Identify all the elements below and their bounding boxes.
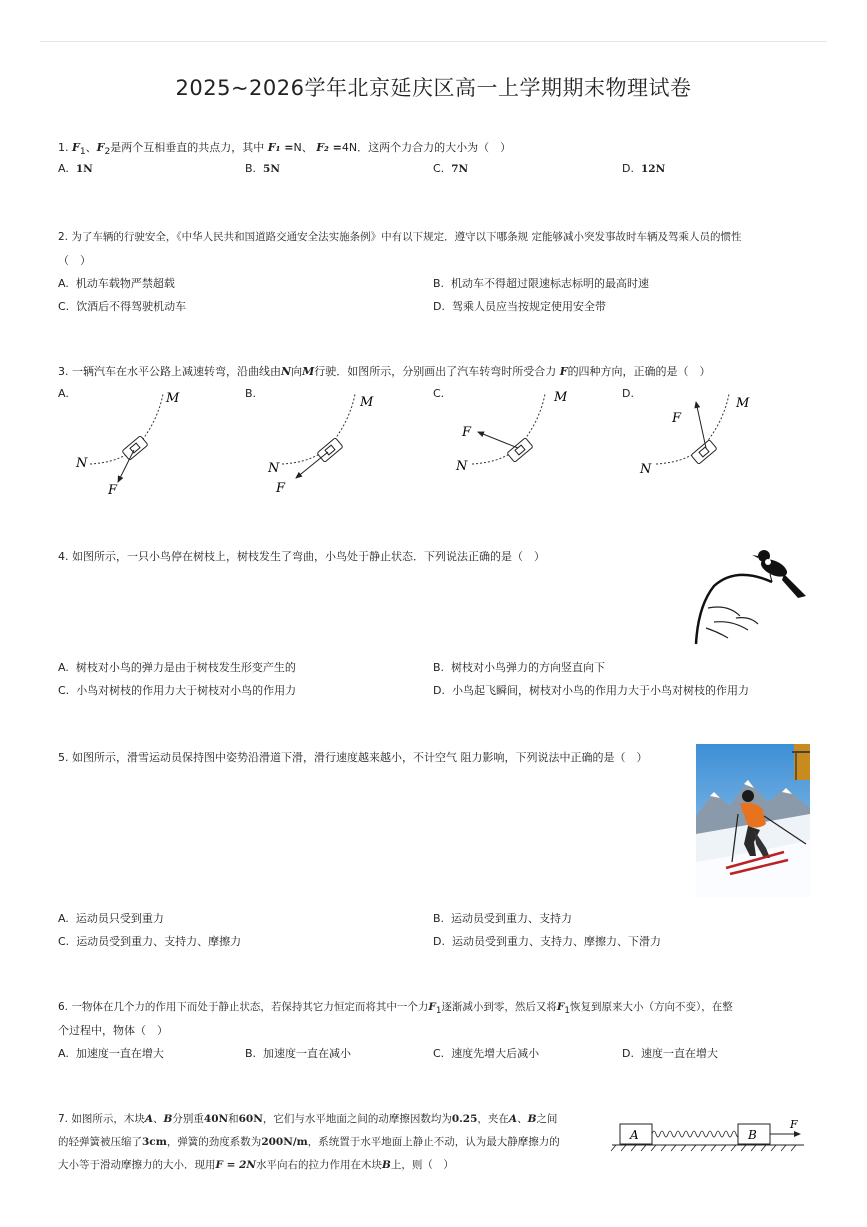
q5-option-d[interactable]: D. 运动员受到重力、支持力、摩擦力、下滑力: [433, 935, 661, 948]
q3-option-a[interactable]: A.: [58, 387, 69, 400]
block-b-label: B: [748, 1128, 757, 1142]
q6-option-a[interactable]: A. 加速度一直在增大: [58, 1047, 164, 1060]
question-7-line1: 7. 如图所示，木块A、B分别重40N和60N，它们与水平地面之间的动摩擦因数均为0.25，夹在A、B之间: [58, 1113, 558, 1125]
q1-option-a[interactable]: A. 1N: [58, 162, 93, 175]
question-7-line3: 大小等于滑动摩擦力的大小．现用F = 2N水平向右的拉力作用在木块B上，则（ ）: [58, 1159, 454, 1171]
svg-text:F: F: [276, 481, 286, 496]
q1-option-d[interactable]: D. 12N: [622, 162, 666, 175]
q5-option-a[interactable]: A. 运动员只受到重力: [58, 912, 164, 925]
q3-option-b[interactable]: B.: [245, 387, 257, 400]
q3-option-c[interactable]: C.: [433, 387, 445, 400]
top-divider: [40, 41, 827, 42]
q1-option-c[interactable]: C. 7N: [433, 162, 469, 175]
q3-figure-b: [262, 388, 377, 500]
svg-text:F: F: [108, 483, 118, 498]
svg-text:F: F: [672, 411, 682, 426]
q5-option-c[interactable]: C. 运动员受到重力、支持力、摩擦力: [58, 935, 242, 948]
force-f-label: F: [790, 1118, 798, 1131]
svg-text:N: N: [640, 462, 652, 477]
svg-text:M: M: [736, 396, 750, 411]
page-title: 2025~2026学年北京延庆区高一上学期期末物理试卷: [175, 76, 692, 100]
question-2-line1: 2. 为了车辆的行驶安全，《中华人民共和国道路交通安全法实施条例》中有以下规定．遵守以下哪条规 定能够减小突发事故时车辆及驾乘人员的惯性: [58, 231, 742, 243]
svg-text:F: F: [462, 425, 472, 440]
q3-option-d[interactable]: D.: [622, 387, 634, 400]
q2-option-c[interactable]: C. 饮酒后不得驾驶机动车: [58, 300, 187, 313]
question-5: 5. 如图所示，滑雪运动员保持图中姿势沿滑道下滑，滑行速度越来越小，不计空气 阻力影响，下列说法中正确的是（ ）: [58, 751, 648, 764]
q3-figure-c: [452, 388, 567, 500]
q2-option-b[interactable]: B. 机动车不得超过限速标志标明的最高时速: [433, 277, 650, 290]
q2-option-d[interactable]: D. 驾乘人员应当按规定使用安全带: [433, 300, 606, 313]
q6-option-c[interactable]: C. 速度先增大后减小: [433, 1047, 540, 1060]
q4-option-a[interactable]: A. 树枝对小鸟的弹力是由于树枝发生形变产生的: [58, 661, 296, 674]
question-3: 3. 一辆汽车在水平公路上减速转弯，沿曲线由N向M行驶．如图所示，分别画出了汽车转弯时所受合力 F的四种方向，正确的是（ ）: [58, 365, 711, 378]
question-7-line2: 的轻弹簧被压缩了3cm，弹簧的劲度系数为200N/m，系统置于水平地面上静止不动，认为最大静摩擦力的: [58, 1136, 560, 1148]
svg-text:M: M: [166, 391, 180, 406]
q6-option-d[interactable]: D. 速度一直在增大: [622, 1047, 718, 1060]
svg-text:M: M: [554, 390, 567, 405]
bird-on-branch-image: [688, 546, 812, 648]
spring-blocks-figure: [610, 1114, 806, 1158]
block-a-label: A: [630, 1128, 639, 1142]
q2-option-a[interactable]: A. 机动车载物严禁超载: [58, 277, 175, 290]
q3-figure-d: [636, 388, 756, 500]
question-6-line2: 个过程中，物体（ ）: [58, 1024, 168, 1037]
svg-text:M: M: [360, 395, 374, 410]
question-6-line1: 6. 一物体在几个力的作用下而处于静止状态，若保持其它力恒定而将其中一个力$F_1$逐渐减小到零，然后又将$F_1$恢复到原来大小（方向不变），在整: [58, 1001, 733, 1017]
q5-option-b[interactable]: B. 运动员受到重力、支持力: [433, 912, 573, 925]
q4-option-c[interactable]: C. 小鸟对树枝的作用力大于树枝对小鸟的作用力: [58, 684, 297, 697]
skier-photo: [696, 744, 810, 897]
svg-text:N: N: [76, 456, 88, 471]
question-2-line2: （ ）: [58, 254, 91, 267]
q6-option-b[interactable]: B. 加速度一直在减小: [245, 1047, 352, 1060]
question-4: 4. 如图所示，一只小鸟停在树枝上，树枝发生了弯曲，小鸟处于静止状态．下列说法正确的是（ ）: [58, 550, 545, 563]
q4-option-b[interactable]: B. 树枝对小鸟弹力的方向竖直向下: [433, 661, 606, 674]
svg-text:N: N: [268, 461, 280, 476]
q1-option-b[interactable]: B. 5N: [245, 162, 280, 175]
q3-figure-a: [70, 388, 185, 500]
q4-option-d[interactable]: D. 小鸟起飞瞬间，树枝对小鸟的作用力大于小鸟对树枝的作用力: [433, 684, 749, 697]
question-1: 1. $F_1$、$F_2$是两个互相垂直的共点力，其中 F₁ =N、 F₂ =4N．这两个力合力的大小为（ ）: [58, 141, 512, 158]
svg-text:N: N: [456, 459, 468, 474]
